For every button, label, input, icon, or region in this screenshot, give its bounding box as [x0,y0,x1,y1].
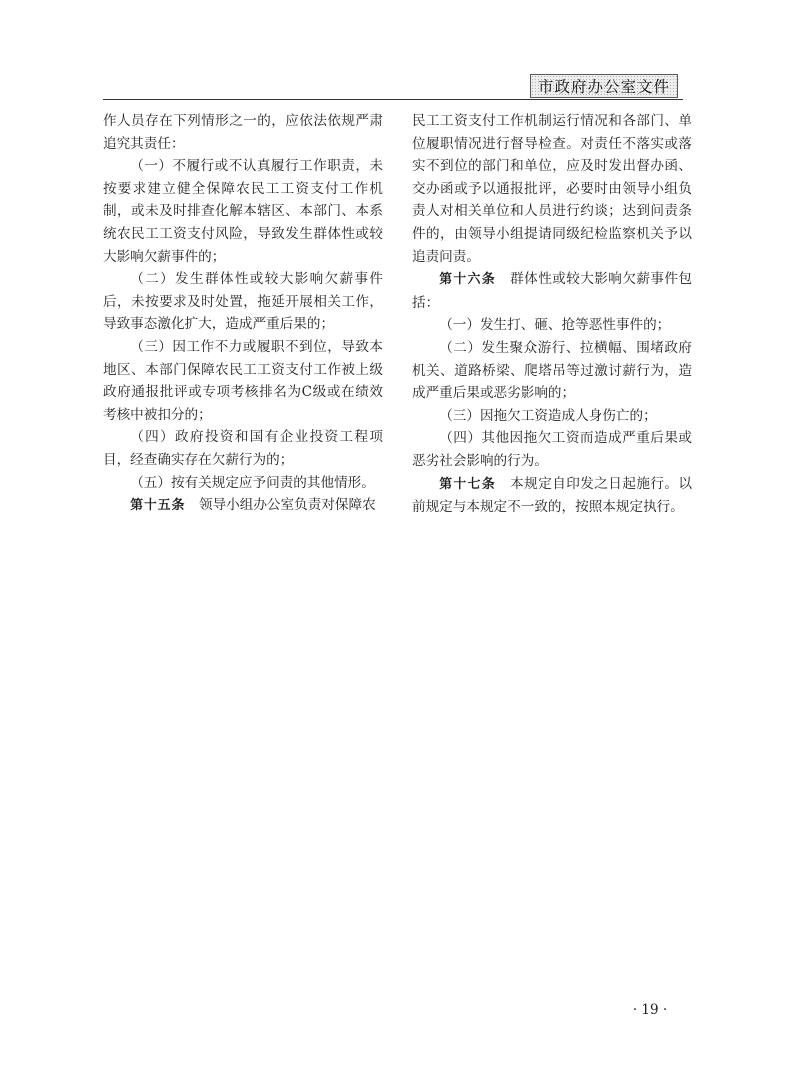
list-item-4: （四）其他因拖欠工资而造成严重后果或恶劣社会影响的行为。 [412,430,692,469]
page-number: · 19 · [632,1002,668,1018]
article-16-text: 群体性或较大影响欠薪事件包括： [412,271,693,311]
article-17 [412,473,692,519]
list-item-2: （二）发生聚众游行、拉横幅、围堵政府机关、道路桥梁、爬塔吊等过激讨薪行为，造成严重后果或恶劣影响的； [412,339,692,402]
document-header-title: 市政府办公室文件 [530,74,678,98]
article-15 [103,494,383,518]
header-divider [103,99,683,100]
list-item-1: （一）不履行或不认真履行工作职责，未按要求建立健全保障农民工工资支付工作机制，或未及时排查化解本辖区、本部门、本系统农民工工资支付风险，导致发生群体性或较大影响欠薪事件的； [103,158,383,265]
list-item-3: （三）因拖欠工资造成人身伤亡的； [439,407,657,424]
article-15-label: 第十五条 [130,498,186,514]
list-item-4: （四）政府投资和国有企业投资工程项目，经查确实存在欠薪行为的； [103,429,383,468]
list-item-1: （一）发生打、砸、抢等恶性事件的； [439,317,671,334]
paragraph-continuation: 作人员存在下列情形之一的，应依法依规严肃追究其责任： [103,113,383,152]
article-15-text: 领导小组办公室负责对保障农 [198,497,376,514]
article-16 [412,268,692,314]
article-17-text: 本规定自印发之日起施行。以前规定与本规定不一致的，按照本规定执行。 [412,475,693,516]
article-17-label: 第十七条 [439,476,497,492]
list-item-3: （三）因工作不力或履职不到位，导致本地区、本部门保障农民工工资支付工作被上级政府通报批评或专项考核排名为C级或在绩效考核中被扣分的； [103,338,383,423]
right-column [412,110,692,519]
left-column [103,110,383,518]
paragraph-continuation: 民工工资支付工作机制运行情况和各部门、单位履职情况进行督导检查。对责任不落实或落实不到位的部门和单位，应及时发出督办函、交办函或予以通报批评，必要时由领导小组负责人对相关单位和人员进行约谈；达到问责条件的，由领导小组提请同级纪检监察机关予以追责问责。 [412,113,692,265]
list-item-5: （五）按有关规定应予问责的其他情形。 [130,474,375,491]
list-item-2: （二）发生群体性或较大影响欠薪事件后，未按要求及时处置，拖延开展相关工作，导致事态激化扩大，造成严重后果的； [103,271,383,333]
article-16-label: 第十六条 [439,272,497,288]
